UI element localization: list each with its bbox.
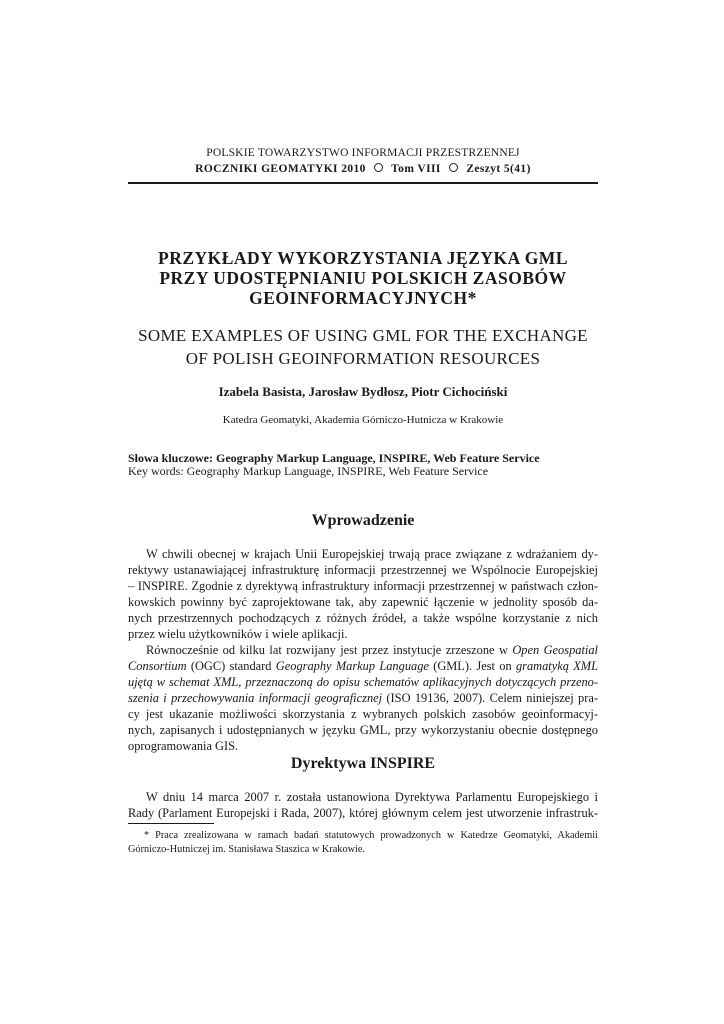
footnote-line: * Praca zrealizowana w ramach badań statutowych prowadzonych w Katedrze Geomatyki, Akademii <box>144 830 598 841</box>
paragraph-line <box>128 690 598 706</box>
title-english-line: OF POLISH GEOINFORMATION RESOURCES <box>185 349 541 368</box>
text-span: Równocześnie od kilku lat rozwijany jest przez instytucje zrzeszone w <box>146 643 513 657</box>
paragraph-line <box>128 674 598 690</box>
title-english <box>120 324 606 370</box>
italic-span: szenia i przechowywania informacji geograficznej <box>128 691 383 705</box>
title-polish-line: GEOINFORMACYJNYCH* <box>249 288 477 308</box>
authors: Izabela Basista, Jarosław Bydłosz, Piotr Cichociński <box>218 384 508 399</box>
paragraph-line <box>128 658 598 674</box>
journal-name: ROCZNIKI GEOMATYKI 2010 <box>195 163 366 175</box>
journal-issue: Zeszyt 5(41) <box>466 163 531 175</box>
italic-span: Geography Markup Language <box>275 659 429 673</box>
keywords <box>128 452 598 478</box>
paragraph-line: W dniu 14 marca 2007 r. została ustanowiona Dyrektywa Parlamentu Europejskiego i <box>146 790 598 804</box>
header-rule <box>128 182 598 184</box>
section-heading-inspire: Dyrektywa INSPIRE <box>290 755 436 772</box>
keywords-english: Key words: Geography Markup Language, INSPIRE, Web Feature Service <box>128 464 489 478</box>
title-polish-line: PRZY UDOSTĘPNIANIU POLSKICH ZASOBÓW <box>159 268 567 288</box>
text-span: (ISO 19136, 2007). Celem niniejszej pra- <box>382 691 599 705</box>
italic-span: Open Geospatial <box>512 643 598 657</box>
paragraph-line: kowskich powinny być zaprojektowane tak, aby zapewnić łączenie w jednolity sposób da- <box>128 595 598 609</box>
paragraph-line <box>128 642 598 658</box>
footnote-rule <box>128 823 214 824</box>
society-name: POLSKIE TOWARZYSTWO INFORMACJI PRZESTRZENNEJ <box>206 147 520 159</box>
italic-span: ujętą w schemat XML, przeznaczoną do opisu schematów aplikacyjnych dotyczących przeno- <box>128 675 598 689</box>
journal-volume: Tom VIII <box>391 163 441 175</box>
paragraph-line: W chwili obecnej w krajach Unii Europejskiej trwają prace związane z wdrażaniem dy- <box>146 547 598 561</box>
paragraph-line: – INSPIRE. Zgodnie z dyrektywą infrastruktury informacji przestrzennej w państwach człon- <box>128 579 598 593</box>
paragraph-line: oprogramowania GIS. <box>128 739 239 753</box>
footnote-line: Górniczo-Hutniczej im. Stanisława Staszica w Krakowie. <box>128 843 366 855</box>
title-polish <box>128 248 598 308</box>
paragraph-line: przez wielu użytkowników i wiele aplikacji. <box>128 627 348 641</box>
circle-separator-icon <box>449 163 458 172</box>
affiliation: Katedra Geomatyki, Akademia Górniczo-Hutnicza w Krakowie <box>222 414 504 426</box>
journal-series <box>128 163 598 175</box>
paragraph-line: rektywy ustanawiającej infrastrukturę informacji przestrzennej we Wspólnocie Europejskiej <box>128 563 598 577</box>
inspire-paragraph-1 <box>128 789 598 821</box>
intro-paragraph-1 <box>128 546 598 642</box>
title-polish-line: PRZYKŁADY WYKORZYSTANIA JĘZYKA GML <box>158 248 568 268</box>
text-span: (OGC) standard <box>186 659 276 673</box>
intro-paragraph-2 <box>128 642 598 754</box>
title-english-line: SOME EXAMPLES OF USING GML FOR THE EXCHANGE <box>138 326 588 345</box>
section-heading-intro: Wprowadzenie <box>311 512 415 529</box>
paragraph-line: nych, zapisanych i udostępnianych w języku GML, przy wykorzystaniu obecnie dostępnego <box>128 723 598 737</box>
paragraph-line: Rady (Parlament Europejski i Rada, 2007), której głównym celem jest utworzenie infrastruk- <box>128 806 598 820</box>
text-span: (GML). Jest on <box>428 659 516 673</box>
circle-separator-icon <box>374 163 383 172</box>
paragraph-line: nych przestrzennych pochodzących z różnych źródeł, a także wspólne korzystanie z nich <box>128 611 598 625</box>
italic-span: gramatyką XML <box>515 659 599 673</box>
italic-span: Consortium <box>128 659 187 673</box>
footnote <box>128 829 598 856</box>
paragraph-line: cy jest ukazanie możliwości skorzystania z wybranych polskich zasobów geoinformacyj- <box>128 707 598 721</box>
keywords-polish: Słowa kluczowe: Geography Markup Language, INSPIRE, Web Feature Service <box>128 451 540 465</box>
